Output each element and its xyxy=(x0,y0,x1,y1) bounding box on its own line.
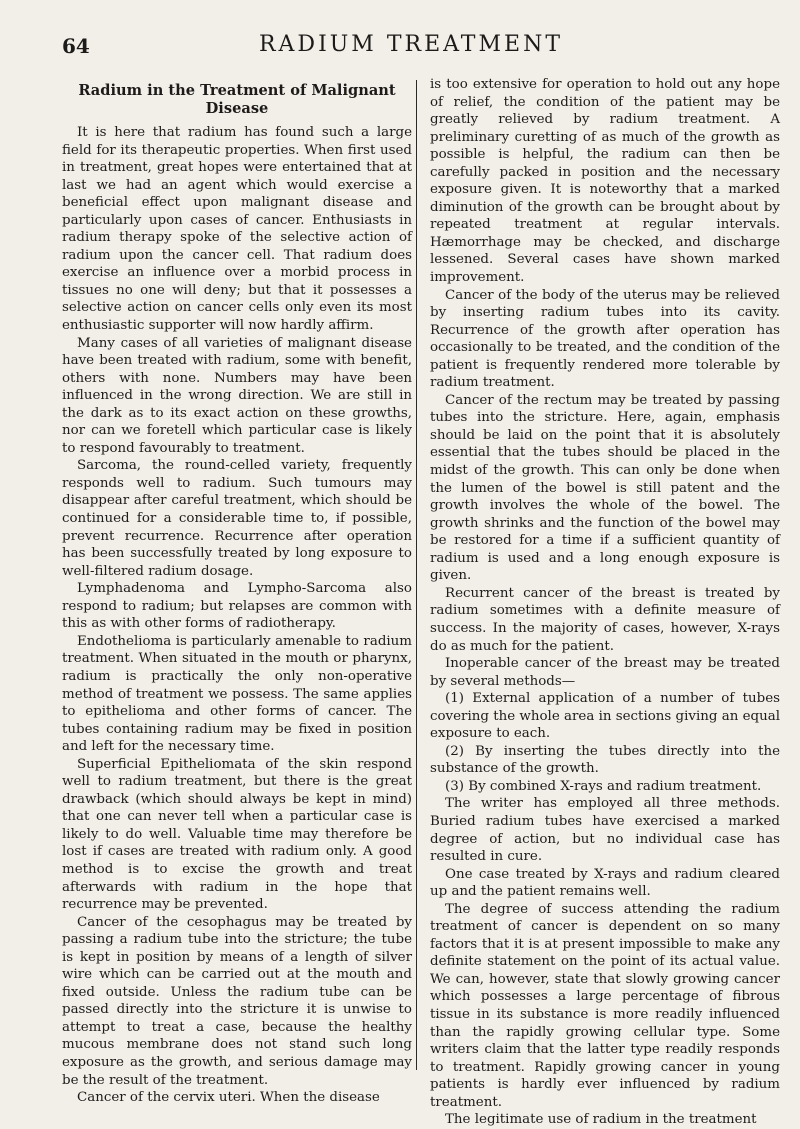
paragraph: (3) By combined X-rays and radium treatment. xyxy=(445,778,762,794)
paragraph: Many cases of all varieties of malignant disease have been treated with radium, some with benefit, others with none. Numbers may have been influenced in the wrong direction. We are still in the dark as to its exact action on these growths, nor can we foretell which particular case is likely to respond favourably to treatment. xyxy=(62,335,412,456)
right-column xyxy=(430,76,780,1129)
paragraph: Sarcoma, the round-celled variety, frequently responds well to radium. Such tumours may disappear after careful treatment, which should be continued for a considerable time to, if possible, prevent recurrence. Recurrence after operation has been successfully treated by long exposure to well-filtered radium dosage. xyxy=(62,458,412,579)
paragraph: (1) External application of a number of tubes covering the whole area in sections giving an equal exposure to each. xyxy=(430,691,780,742)
paragraph: Cancer of the rectum may be treated by passing tubes into the stricture. Here, again, emphasis should be laid on the point that it is absolutely essential that the tubes should be placed in the midst of the growth. This can only be done when the lumen of the bowel is still patent and the growth involves the whole of the bowel. The growth shrinks and the function of the bowel may be restored for a time if a sufficient quantity of radium is used and a long enough exposure is given. xyxy=(430,392,780,584)
paragraph: The degree of success attending the radium treatment of cancer is dependent on so many factors that it is at present impossible to make any definite statement on the point of its actual value. We can, however, state that slowly growing cancer which possesses a large percentage of fibrous tissue in its substance is more readily influenced than the rapidly growing cellular type. Some writers claim that the latter type readily responds to treatment. Rapidly growing cancer in young patients is hardly ever influenced by radium treatment. xyxy=(430,901,780,1110)
paragraph: Endothelioma is particularly amenable to radium treatment. When situated in the mouth or pharynx, radium is practically the only non-operative method of treatment we possess. The same applies to epithelioma and other forms of cancer. The tubes containing radium may be fixed in position and left for the necessary time. xyxy=(62,633,412,755)
paragraph: Inoperable cancer of the breast may be treated by several methods— xyxy=(430,656,780,689)
paragraph: is too extensive for operation to hold out any hope of relief, the condition of the patient may be greatly relieved by radium treatment. A preliminary curetting of as much of the growth as possible is helpful, the radium can then be carefully packed in position and the necessary exposure given. It is noteworthy that a marked diminution of the growth can be brought about by repeated treatment at regular intervals. Hæmorrhage may be checked, and discharge lessened. Several cases have shown marked improvement. xyxy=(430,77,780,286)
running-title: RADIUM TREATMENT xyxy=(258,32,563,57)
column-divider xyxy=(416,80,417,1070)
paragraph: The legitimate use of radium in the treatment xyxy=(445,1112,757,1128)
paragraph: Cancer of the cesophagus may be treated by passing a radium tube into the stricture; the tube is kept in position by means of a length of silver wire which can be carried out at the mouth and fixed outside. Unless the radium tube can be passed directly into the stricture it is unwise to attempt to treat a case, because the healthy mucous membrane does not stand such long exposure as the growth, and serious damage may be the result of the treatment. xyxy=(62,914,412,1088)
left-column xyxy=(62,76,412,1107)
paragraph: Cancer of the body of the uterus may be relieved by inserting radium tubes into its cavity. Recurrence of the growth after operation has occasionally to be treated, and the condition of the patient is frequently rendered more tolerable by radium treatment. xyxy=(430,287,780,391)
paragraph: One case treated by X-rays and radium cleared up and the patient remains well. xyxy=(430,866,780,900)
paragraph: Superficial Epitheliomata of the skin respond well to radium treatment, but there is the great drawback (which should always be kept in mind) that one can never tell when a particular case is likely to do well. Valuable time may therefore be lost if cases are treated with radium only. A good method is to excise the growth and treat afterwards with radium in the hope that recurrence may be prevented. xyxy=(62,756,412,913)
paragraph: Cancer of the cervix uteri. When the disease xyxy=(77,1090,380,1106)
paragraph: It is here that radium has found such a large field for its therapeutic properties. When first used in treatment, great hopes were entertained that at last we had an agent which would exercise a beneficial effect upon malignant disease and particularly upon cases of cancer. Enthusiasts in radium therapy spoke of the selective action of radium upon the cancer cell. That radium does exercise an influence over a morbid process in tissues no one will deny; but that it possesses a selective action on cancer cells only even its most enthusiastic supporter will now hardly affirm. xyxy=(62,125,412,334)
page-header xyxy=(62,30,760,64)
paragraph: Lymphadenoma and Lympho-Sarcoma also respond to radium; but relapses are common with this as with other forms of radiotherapy. xyxy=(62,581,412,632)
paragraph: Recurrent cancer of the breast is treated by radium sometimes with a definite measure of success. In the majority of cases, however, X-rays do as much for the patient. xyxy=(430,585,780,654)
page-number: 64 xyxy=(62,34,90,58)
section-heading: Radium in the Treatment of Malignant Disease xyxy=(78,82,396,117)
paragraph: (2) By inserting the tubes directly into the substance of the growth. xyxy=(430,743,780,777)
paragraph: The writer has employed all three methods. Buried radium tubes have exercised a marked degree of action, but no individual case has resulted in cure. xyxy=(430,796,780,865)
